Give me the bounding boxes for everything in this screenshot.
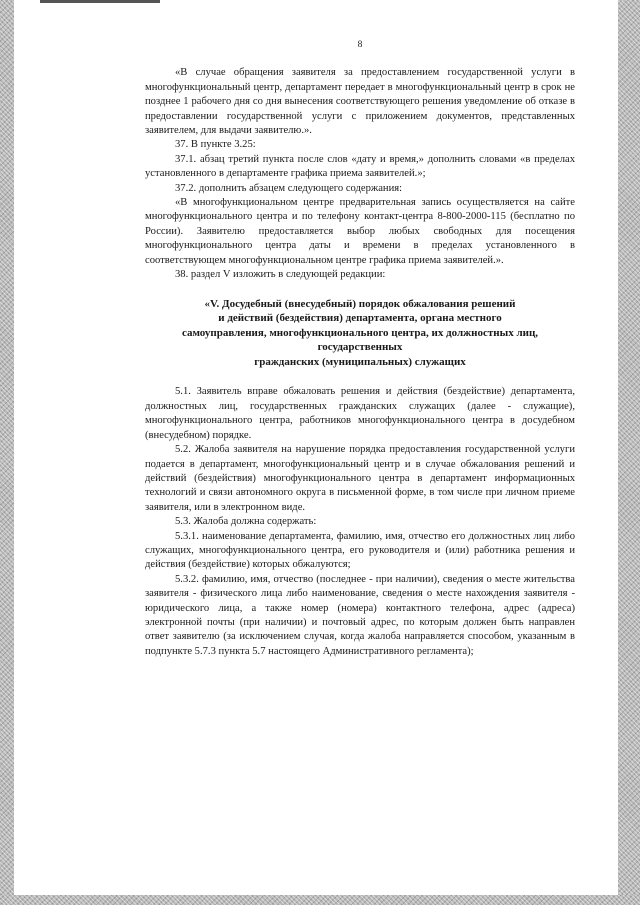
document-page bbox=[145, 38, 575, 659]
paragraph: 37. В пункте 3.25: bbox=[175, 139, 256, 151]
paragraph: «В случае обращения заявителя за предоставлением государственной услуги в многофункциональный центр, департамент передает в многофункциональный центр в срок не позднее 1 рабочего дня со дня вынесения соответствующего решения уведомление об отказе в предоставлении государственной услуги с приложением документов, представленных заявителем, для выдачи заявителю.». bbox=[145, 67, 575, 137]
page-number: 8 bbox=[357, 40, 363, 50]
paragraph: 37.2. дополнить абзацем следующего содержания: bbox=[175, 182, 403, 194]
paragraph: 5.1. Заявитель вправе обжаловать решения и действия (бездействие) департамента, должностных лиц, государственных гражданских служащих (далее - служащие), многофункционального центра, работников многофункционального центра в досудебном (внесудебном) порядке. bbox=[145, 386, 575, 441]
paragraph: 5.3. Жалоба должна содержать: bbox=[175, 516, 317, 528]
paragraph: 37.1. абзац третий пункта после слов «дату и время,» дополнить словами «в пределах установленного в департаменте графика приема заявителей.»; bbox=[145, 153, 575, 180]
section-title-line: государственных bbox=[317, 341, 403, 354]
scan-edge-left bbox=[0, 0, 14, 905]
paragraph: «В многофункциональном центре предварительная запись осуществляется на сайте многофункционального центра и по телефону контакт-центра 8-800-2000-115 (бесплатно по России). Заявителю предоставляется выбор любых свободных для посещения многофункционального центра даты и времени в пределах установленного в соответствующем многофункциональном центре графика приема заявителей.». bbox=[145, 197, 575, 266]
paragraph: 5.2. Жалоба заявителя на нарушение порядка предоставления государственной услуги подается в департамент, многофункциональный центр и в случае обжалования решений и действий (бездействия) многофункционального центра в департамент информационных технологий и связи автономного округа в письменной форме, в том числе при личном приеме заявителя, или в электронном виде. bbox=[145, 444, 575, 513]
paragraph: 5.3.1. наименование департамента, фамилию, имя, отчество его должностных лиц либо служащих, многофункционального центра, его руководителя и (или) работника решения и действия (бездействие) которых обжалуются; bbox=[145, 530, 575, 571]
scan-edge-bottom bbox=[0, 895, 640, 905]
paragraph: 38. раздел V изложить в следующей редакции: bbox=[175, 269, 386, 281]
paragraph: 5.3.2. фамилию, имя, отчество (последнее - при наличии), сведения о месте жительства заявителя - физического лица либо наименование, сведения о месте нахождения заявителя - юридического лица, а также номер (номера) контактного телефона, адрес (адреса) электронной почты (при наличии) и почтовый адрес, по которым должен быть направлен ответ заявителю (за исключением случая, когда жалоба направляется способом, указанным в подпункте 5.7.3 пункта 5.7 настоящего Административного регламента); bbox=[145, 573, 575, 657]
section-title-line: гражданских (муниципальных) служащих bbox=[254, 355, 466, 368]
section-title-line: самоуправления, многофункционального центра, их должностных лиц, bbox=[181, 326, 539, 339]
scan-edge-right bbox=[618, 0, 640, 905]
scan-top-mark bbox=[40, 0, 160, 3]
section-title bbox=[145, 297, 575, 370]
section-title-line: и действий (бездействия) департамента, органа местного bbox=[218, 312, 502, 325]
section-title-line: «V. Досудебный (внесудебный) порядок обжалования решений bbox=[204, 297, 516, 310]
